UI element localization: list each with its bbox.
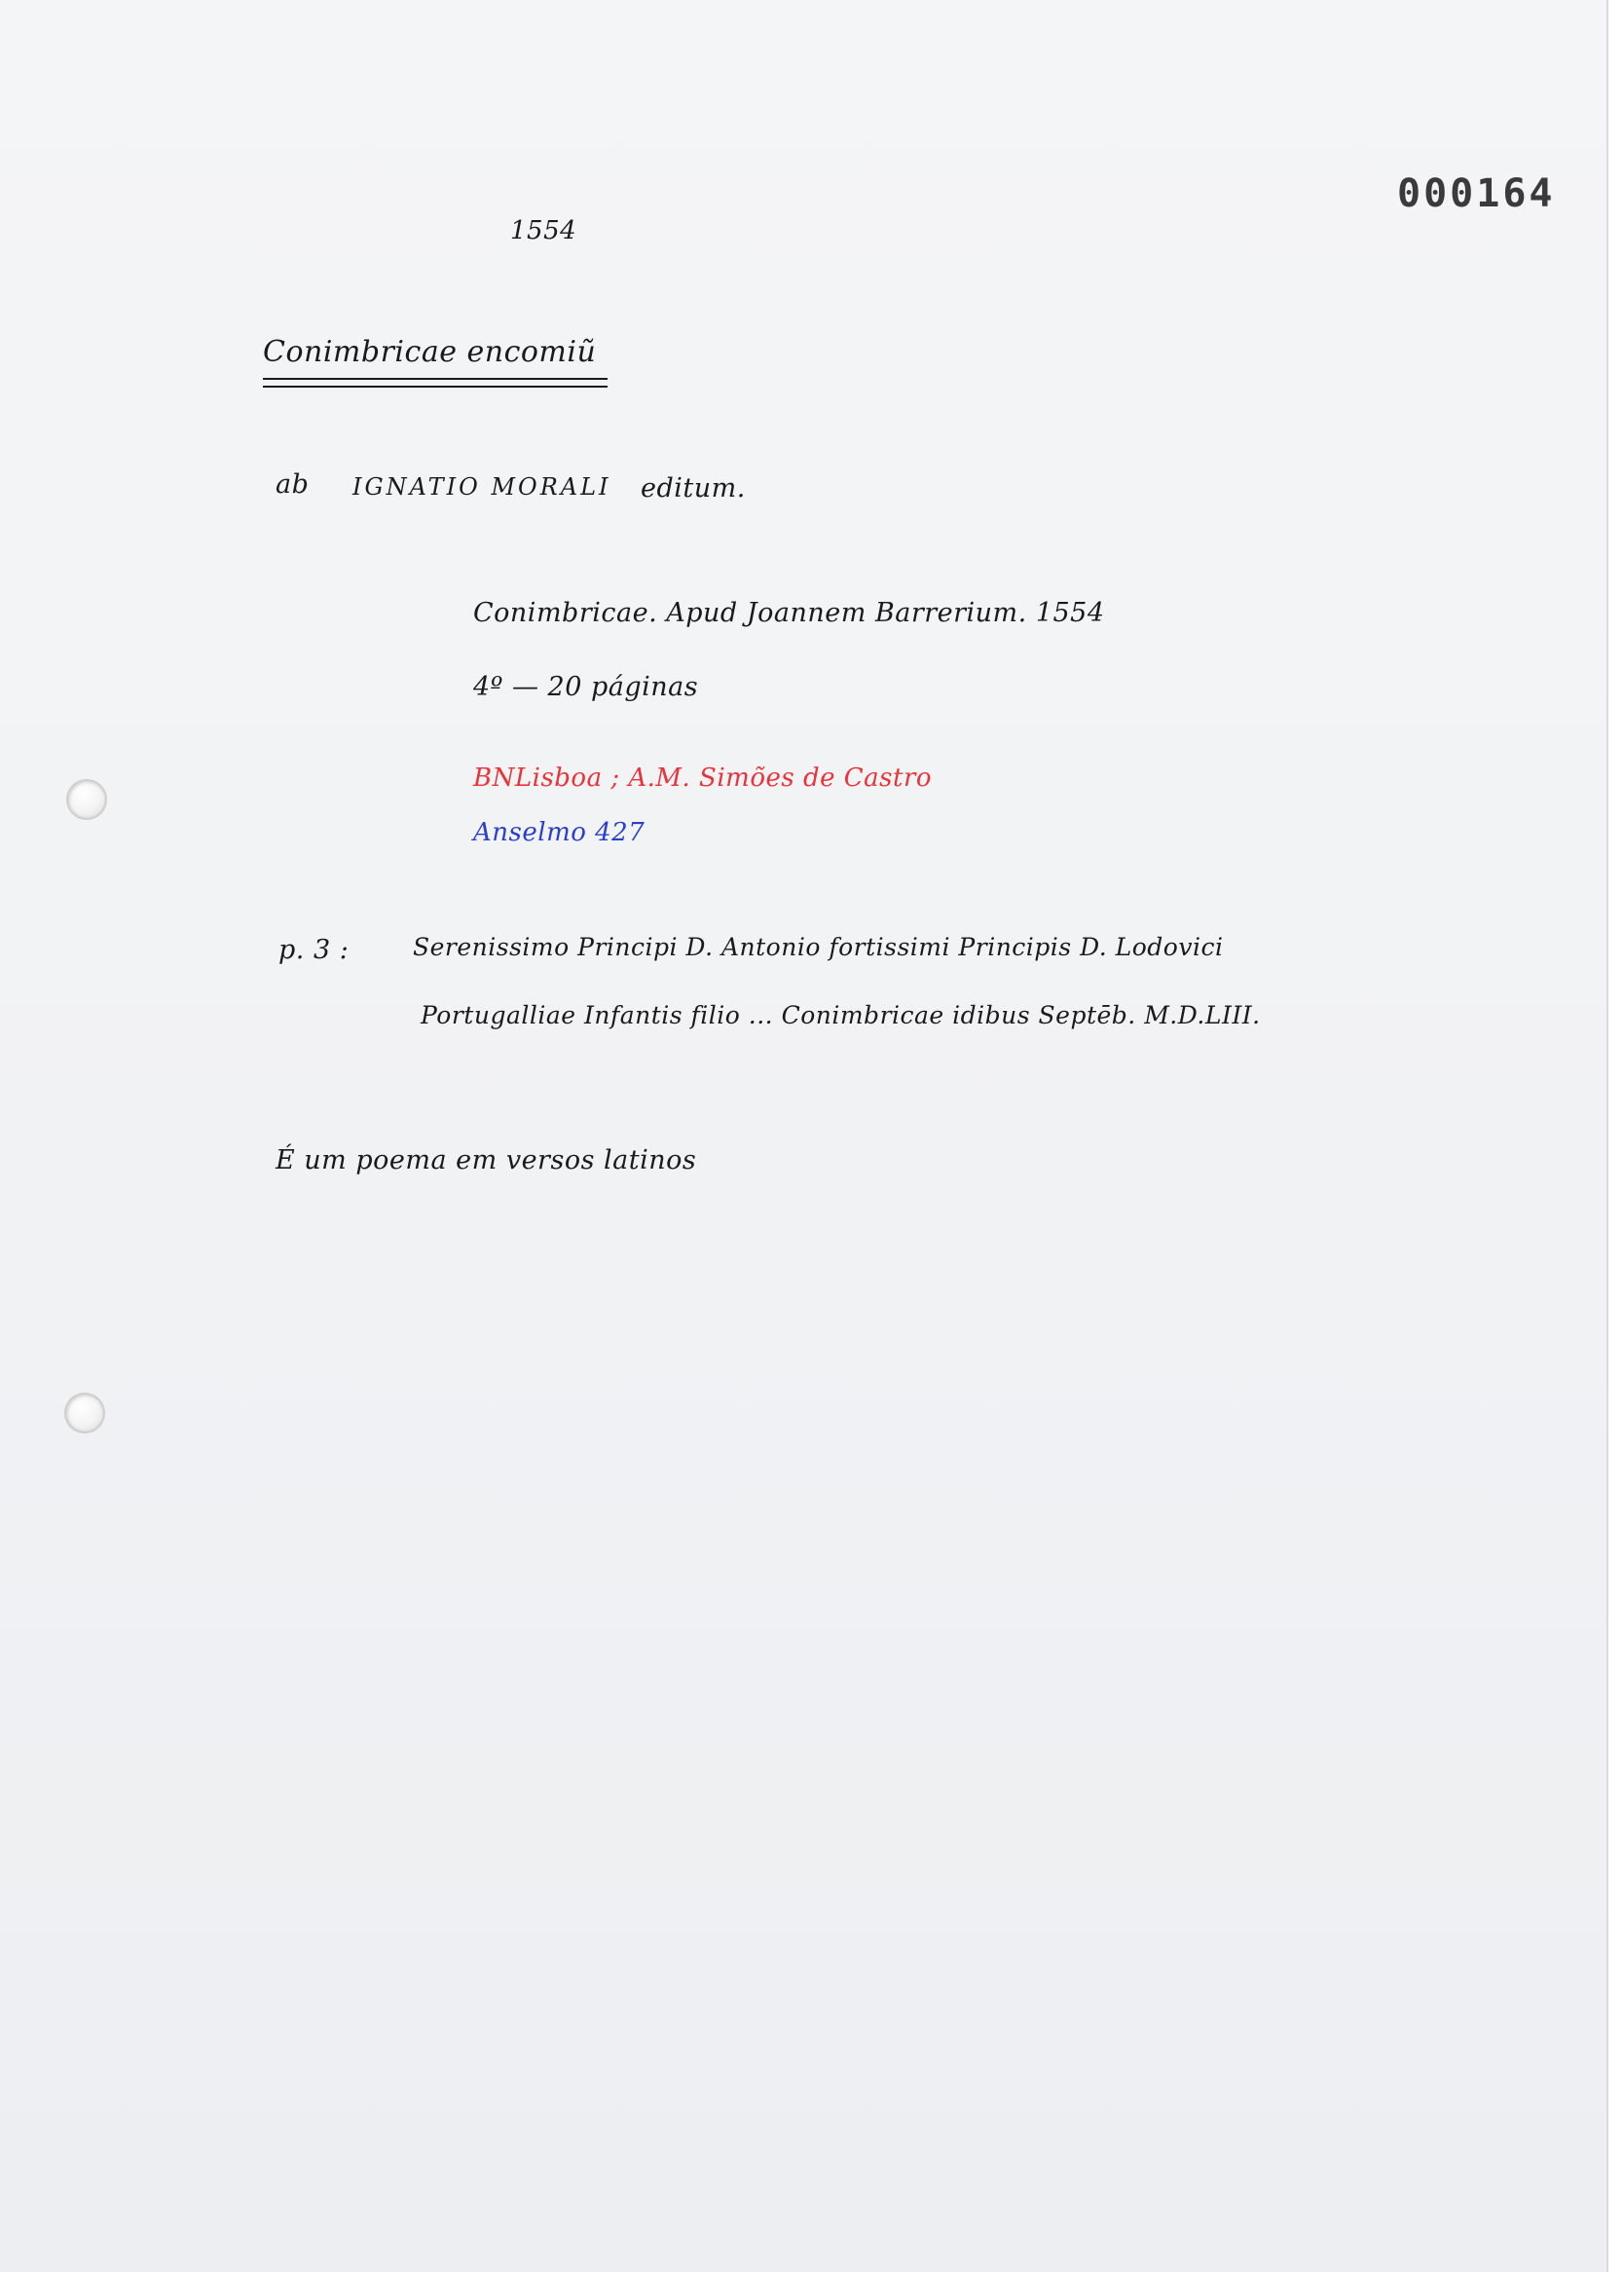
reference-line: Anselmo 427: [473, 818, 646, 847]
stamp-number: 000164: [1397, 171, 1556, 216]
imprint-line: Conimbricae. Apud Joannem Barrerium. 1554: [473, 598, 1105, 628]
dedication-line-2: Portugalliae Infantis filio ... Conimbricae idibus Septēb. M.D.LIII.: [421, 1001, 1261, 1029]
note-line: É um poema em versos latinos: [276, 1145, 697, 1175]
title-underline-top: [263, 378, 608, 380]
format-line: 4º — 20 páginas: [473, 672, 699, 702]
author-suffix: editum.: [641, 473, 746, 503]
page-edge: [1608, 0, 1624, 2272]
year-label: 1554: [510, 216, 577, 245]
author-prefix: ab: [276, 469, 310, 500]
punch-hole-upper: [66, 779, 107, 820]
dedication-line-1: Serenissimo Principi D. Antonio fortissimi Principis D. Lodovici: [413, 933, 1224, 961]
record-title: Conimbricae encomiũ: [263, 335, 597, 369]
page-reference: p. 3 :: [278, 935, 350, 965]
title-underline-bottom: [263, 386, 608, 388]
author-name: IGNATIO MORALI: [352, 473, 611, 501]
holdings-line: BNLisboa ; A.M. Simões de Castro: [473, 764, 933, 793]
punch-hole-lower: [64, 1393, 105, 1434]
